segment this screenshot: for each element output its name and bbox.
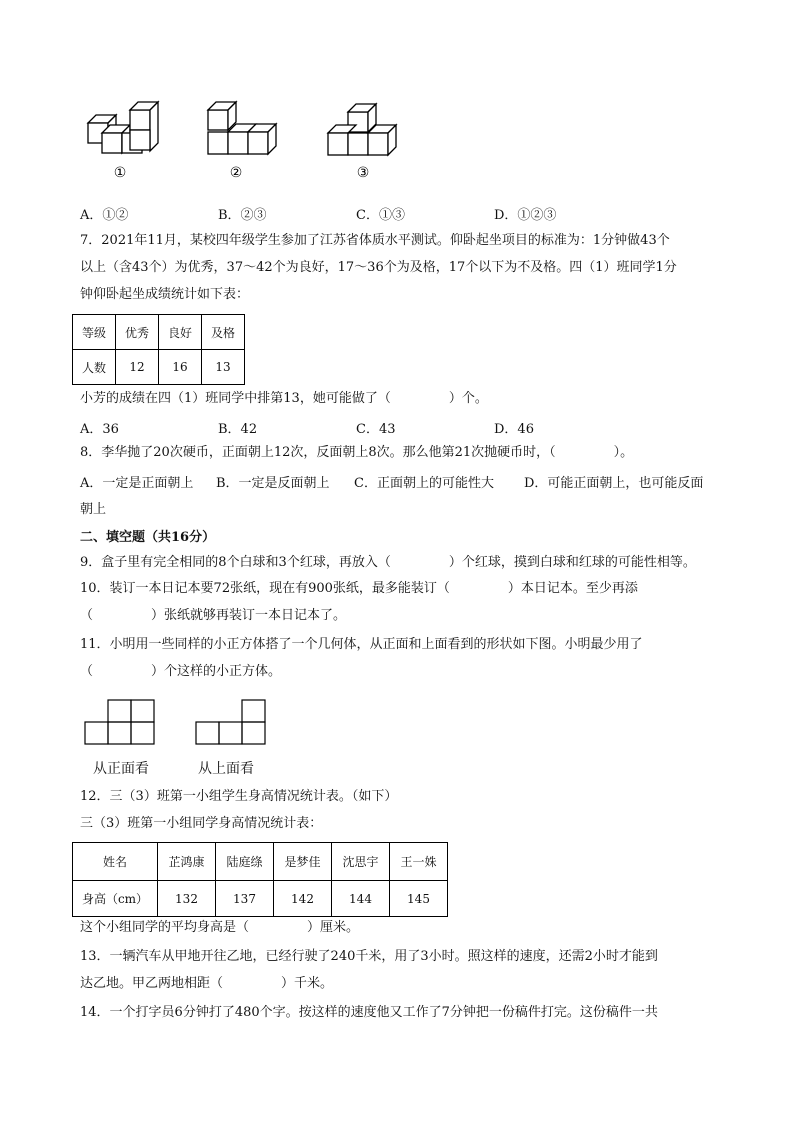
q13-text-end: ）千米。 [281,976,334,991]
q10-line-1 [80,580,638,598]
q7-question-end: ）个。 [448,391,488,406]
q7-question-text: 小芳的成绩在四（1）班同学中排第13，她可能做了（ [80,391,391,406]
q10-paren: （ [80,608,94,623]
q12-table-cell: 132 [158,881,216,917]
q12-table-header: 沈思宇 [332,843,390,881]
q12-table-header: 姓名 [73,843,158,881]
q8-option-b[interactable]: B．一定是反面朝上 [216,476,330,491]
q12-table-cell: 144 [332,881,390,917]
q12-question [80,919,359,937]
q13-line-2 [80,975,333,993]
q12-table-cell: 137 [216,881,274,917]
q7-line-3: 钟仰卧起坐成绩统计如下表： [80,287,250,302]
q10-text: 10．装订一本日记本要72张纸，现在有900张纸，最多能装订（ [80,581,450,596]
q6-option-d[interactable]: D．①②③ [494,208,557,223]
q12-table-cell: 142 [274,881,332,917]
q7-table [72,314,245,385]
figure-1-label: ① [113,165,127,181]
q12-table-cell: 145 [390,881,448,917]
q7-table-cell: 13 [202,350,245,385]
q7-table-header: 优秀 [116,315,159,350]
q7-question [80,390,488,408]
q13-line-1: 13．一辆汽车从甲地开往乙地，已经行驶了240千米，用了3小时。照这样的速度，还需2小时才能到 [80,949,658,964]
q11-text-end: ）个这样的小正方体。 [151,664,282,679]
q8-option-c[interactable]: C．正面朝上的可能性大 [354,476,494,491]
q12-table-header: 陆庭绦 [216,843,274,881]
q7-table-cell: 16 [159,350,202,385]
q8-question-end: ）。 [613,445,634,460]
q7-option-a[interactable]: A．36 [80,422,119,437]
q10-text-mid: ）本日记本。至少再添 [507,581,638,596]
q7-table-cell: 12 [116,350,159,385]
q12-table-header: 芷鸿康 [158,843,216,881]
q11-line-1: 11．小明用一些同样的小正方体搭了一个几何体，从正面和上面看到的形状如下图。小明最少用了 [80,637,643,652]
q7-line-1: 7．2021年11月，某校四年级学生参加了江苏省体质水平测试。仰卧起坐项目的标准为：1分钟做43个 [80,233,670,248]
q11-paren: （ [80,664,94,679]
section-title: 二、填空题（共16分） [80,530,216,545]
figure-3-cubes [328,104,396,155]
q9-text-end: ）个红球，摸到白球和红球的可能性相等。 [448,555,696,570]
q7-table-header: 及格 [202,315,245,350]
q14-line-1: 14．一个打字员6分钟打了480个字。按这样的速度他又工作了7分钟把一份稿件打完。这份稿件一共 [80,1005,658,1020]
q7-option-d[interactable]: D．46 [494,422,534,437]
figure-1-cubes [88,102,158,153]
q11-caption-front: 从正面看 [93,761,149,777]
q7-table-header: 等级 [73,315,116,350]
q12-line-2: 三（3）班第一小组同学身高情况统计表： [80,816,323,831]
q10-line-2 [80,607,346,625]
q10-text-end: ）张纸就够再装订一本日记本了。 [151,608,347,623]
q12-table-row-label: 身高（cm） [73,881,158,917]
q8-option-d[interactable]: D．可能正面朝上，也可能反面 [524,476,704,491]
figure-3-label: ③ [356,165,370,181]
q8-question [80,444,633,462]
q8-option-d-wrap: 朝上 [80,502,107,517]
q7-table-row-label: 人数 [73,350,116,385]
q6-option-c[interactable]: C．①③ [356,208,405,223]
q8-option-a[interactable]: A．一定是正面朝上 [80,476,194,491]
q9-text: 9．盒子里有完全相同的8个白球和3个红球，再放入（ [80,555,391,570]
q12-table [72,842,448,917]
q13-text: 达乙地。甲乙两地相距（ [80,976,224,991]
q11-caption-top: 从上面看 [198,761,254,777]
q12-table-header: 王一姝 [390,843,448,881]
q6-option-a[interactable]: A．①② [80,208,129,223]
q7-table-header: 良好 [159,315,202,350]
q12-text-end: ）厘米。 [307,920,360,935]
q7-option-c[interactable]: C．43 [356,422,396,437]
q12-line-1: 12．三（3）班第一小组学生身高情况统计表。（如下） [80,789,398,804]
figure-2-label: ② [229,165,243,181]
q8-question-text: 8．李华抛了20次硬币，正面朝上12次，反面朝上8次。那么他第21次抛硬币时，（ [80,445,556,460]
q11-line-2 [80,663,281,681]
q12-text: 这个小组同学的平均身高是（ [80,920,250,935]
q6-option-b[interactable]: B．②③ [218,208,267,223]
q11-views-figure [80,694,280,749]
figure-2-cubes [208,102,276,154]
q9-question [80,554,696,572]
q7-option-b[interactable]: B．42 [218,422,258,437]
q7-line-2: 以上（含43个）为优秀，37～42个为良好，17～36个为及格，17个以下为不及格。四（1）班同学1分 [80,260,677,275]
q12-table-header: 是梦佳 [274,843,332,881]
cube-figures [80,95,420,185]
